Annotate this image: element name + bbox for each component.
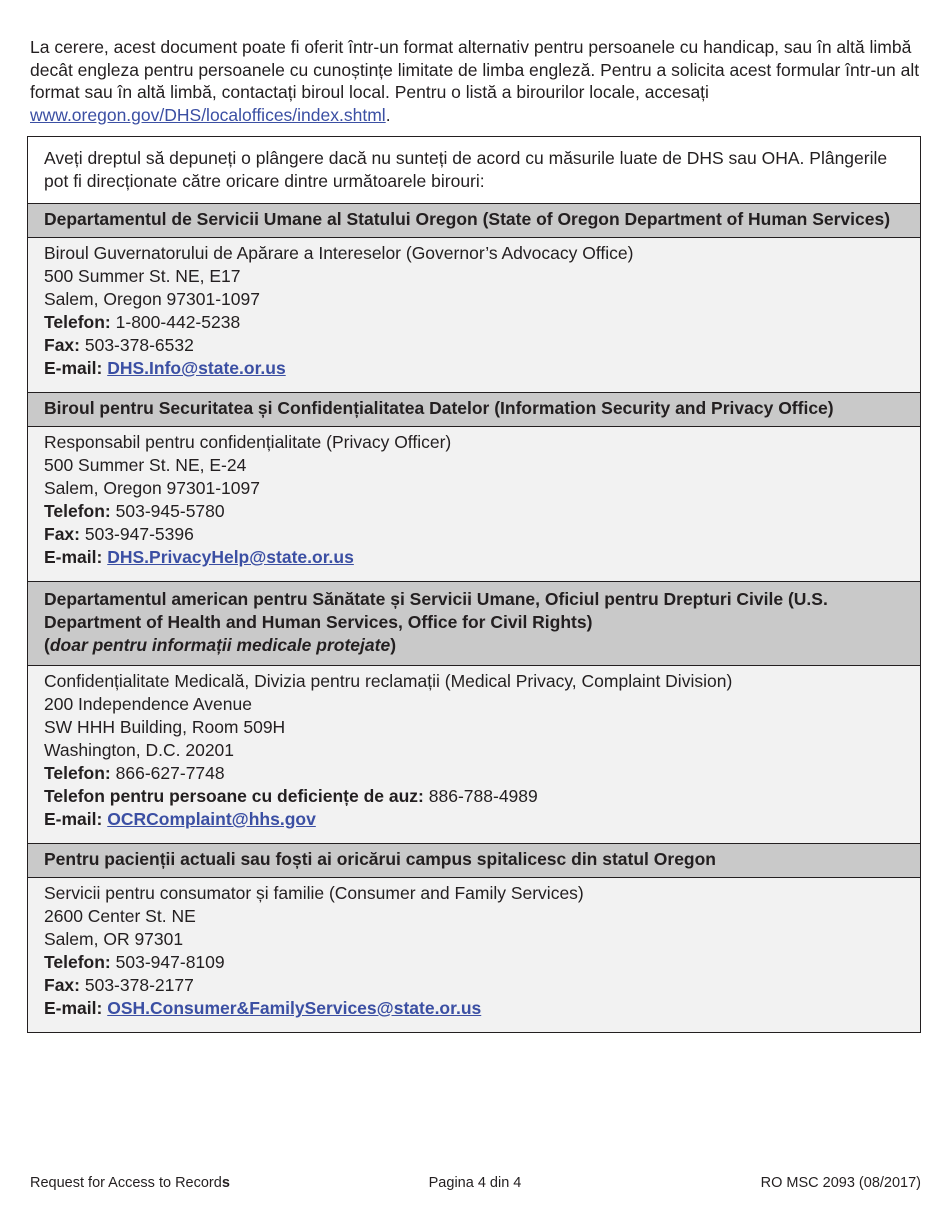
phone-value: 866-627-7748 [115,763,225,783]
section-body-dhs [28,238,920,393]
address-line: Salem, OR 97301 [44,929,184,949]
address-line: Salem, Oregon 97301-1097 [44,289,260,309]
section-heading-hhs-ocr [28,582,920,666]
fax-label: Fax: [44,975,80,995]
email-label: E-mail: [44,358,103,378]
section-heading-privacy-office: Biroul pentru Securitatea și Confidențialitatea Datelor (Information Security and Privacy Office) [28,393,920,427]
local-offices-link[interactable]: www.oregon.gov/DHS/localoffices/index.shtml [30,104,386,125]
tty-label: Telefon pentru persoane cu deficiențe de auz: [44,786,424,806]
phone-value: 503-945-5780 [115,501,225,521]
address-line: 500 Summer St. NE, E17 [44,266,241,286]
fax-label: Fax: [44,335,80,355]
complaint-offices-table [27,136,921,1033]
address-line: Salem, Oregon 97301-1097 [44,478,260,498]
paren-close: ) [390,635,397,655]
heading-note: doar pentru informații medicale protejate [49,635,391,655]
email-label: E-mail: [44,547,103,567]
section-heading-osh: Pentru pacienții actuali sau foști ai oricărui campus spitalicesc din statul Oregon [28,844,920,878]
fax-value: 503-378-2177 [84,975,194,995]
tty-line [44,785,904,808]
section-body-osh [28,878,920,1032]
phone-value: 1-800-442-5238 [115,312,241,332]
phone-line [44,500,904,523]
office-name: Biroul Guvernatorului de Apărare a Intereselor (Governor’s Advocacy Office) [44,243,634,263]
paren-open: ( [44,635,50,655]
address-line: SW HHH Building, Room 509H [44,717,286,737]
office-name: Servicii pentru consumator și familie (Consumer and Family Services) [44,883,584,903]
phone-value: 503-947-8109 [115,952,225,972]
address-line: Washington, D.C. 20201 [44,740,235,760]
tty-value: 886-788-4989 [428,786,538,806]
address-line: 200 Independence Avenue [44,694,252,714]
fax-label: Fax: [44,524,80,544]
phone-line [44,762,904,785]
phone-label: Telefon: [44,763,111,783]
phone-line [44,311,904,334]
address-line: 2600 Center St. NE [44,906,196,926]
heading-note-line [44,634,904,657]
phone-line [44,951,904,974]
section-heading-dhs: Departamentul de Servicii Umane al Statului Oregon (State of Oregon Department of Human Services) [28,204,920,238]
email-link[interactable]: OSH.Consumer&FamilyServices@state.or.us [107,998,482,1018]
fax-line [44,523,904,546]
email-label: E-mail: [44,998,103,1018]
section-body-hhs-ocr [28,666,920,844]
office-name: Responsabil pentru confidențialitate (Privacy Officer) [44,432,452,452]
phone-label: Telefon: [44,312,111,332]
heading-text: Departamentul american pentru Sănătate și Servicii Umane, Oficiul pentru Drepturi Civile (U.S. Department of Health and Human Services, Office for Civil Rights) [44,589,828,632]
email-link[interactable]: DHS.PrivacyHelp@state.or.us [107,547,354,567]
office-name: Confidențialitate Medicală, Divizia pentru reclamații (Medical Privacy, Complaint Division) [44,671,733,691]
footer-form-code: RO MSC 2093 (08/2017) [760,1175,921,1191]
footer-title-bold: s [221,1175,230,1191]
fax-line [44,974,904,997]
email-line [44,808,904,831]
email-line [44,997,904,1020]
phone-label: Telefon: [44,952,111,972]
address-line: 500 Summer St. NE, E-24 [44,455,247,475]
email-line [44,357,904,380]
email-label: E-mail: [44,809,103,829]
email-link[interactable]: OCRComplaint@hhs.gov [107,809,316,829]
complaint-rights-text: Aveți dreptul să depuneți o plângere dacă nu sunteți de acord cu măsurile luate de DHS sau OHA. Plângerile pot fi direcționate către oricare dintre următoarele birouri: [28,137,920,204]
section-body-privacy-office [28,427,920,582]
email-link[interactable]: DHS.Info@state.or.us [107,358,286,378]
footer-page-number: Pagina 4 din 4 [428,1175,522,1191]
footer-title-text: Request for Access to Record [30,1175,222,1191]
intro-paragraph [30,36,925,126]
intro-text: La cerere, acest document poate fi oferit într-un format alternativ pentru persoanele cu handicap, sau în altă limbă decât engleza pentru persoanele cu cunoștințe limitate de limba engleză. Pentru a solicita acest formular într-un alt format sau în altă limbă, contactați biroul local. Pentru o listă a birourilor locale, accesați [30,37,920,102]
fax-line [44,334,904,357]
fax-value: 503-947-5396 [84,524,194,544]
fax-value: 503-378-6532 [84,335,194,355]
email-line [44,546,904,569]
phone-label: Telefon: [44,501,111,521]
intro-end: . [385,104,391,125]
